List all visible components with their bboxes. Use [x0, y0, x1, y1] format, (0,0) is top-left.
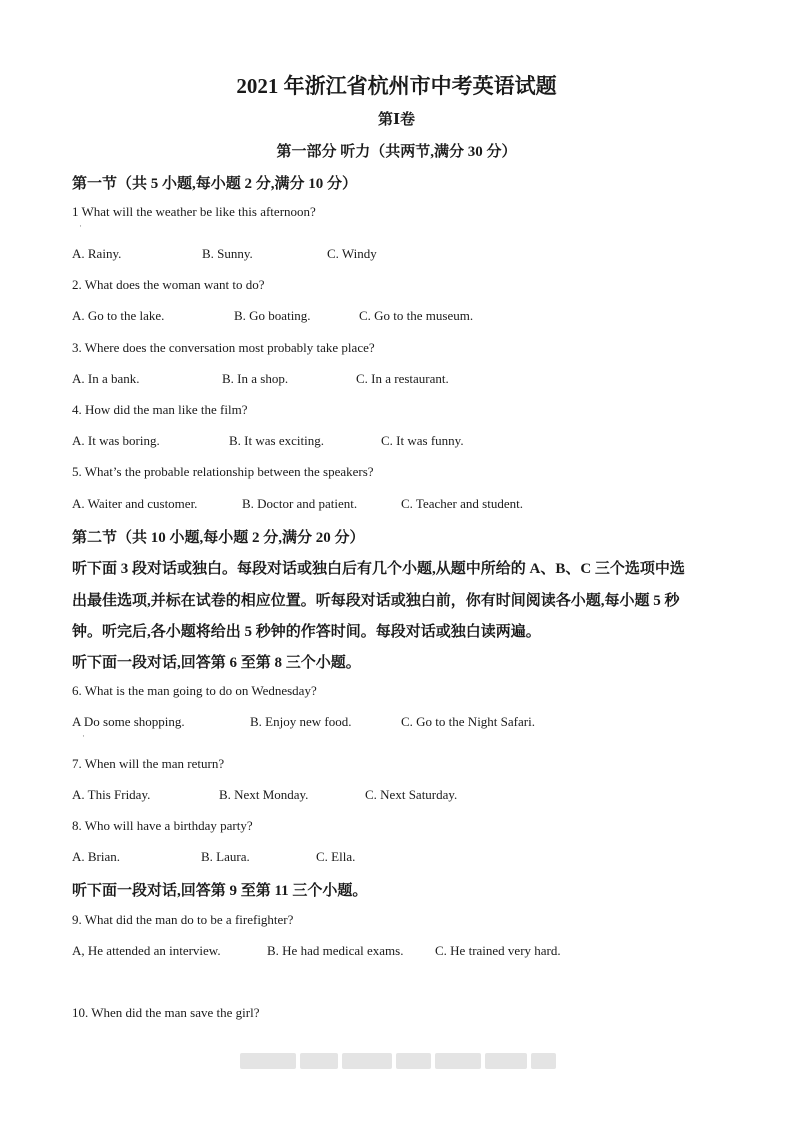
stray-dot: ·	[82, 731, 85, 741]
option-2a: A. Go to the lake.	[72, 308, 165, 323]
option-8b: B. Laura.	[201, 849, 250, 864]
option-5a: A. Waiter and customer.	[72, 496, 198, 511]
instruction-line-3: 钟。听完后,各小题将给出 5 秒钟的作答时间。每段对话或独白读两遍。	[72, 624, 541, 640]
instruction-line-1: 听下面 3 段对话或独白。每段对话或独白后有几个小题,从题中所给的 A、B、C 三个选项中选	[72, 561, 685, 577]
stray-dot: ·	[79, 221, 82, 231]
option-4a: A. It was boring.	[72, 433, 160, 448]
option-9c: C. He trained very hard.	[435, 943, 561, 958]
question-3: 3. Where does the conversation most probably take place?	[72, 340, 375, 355]
option-7a: A. This Friday.	[72, 787, 151, 802]
option-7c: C. Next Saturday.	[365, 787, 458, 802]
option-8a: A. Brian.	[72, 849, 121, 864]
dialogue2-instruction: 听下面一段对话,回答第 9 至第 11 三个小题。	[72, 883, 368, 899]
option-3b: B. In a shop.	[222, 371, 289, 386]
part-heading: 第一部分 听力（共两节,满分 30 分）	[276, 144, 517, 160]
question-5: 5. What’s the probable relationship between the speakers?	[72, 464, 374, 479]
option-8c: C. Ella.	[316, 849, 356, 864]
option-3c: C. In a restaurant.	[356, 371, 449, 386]
option-6b: B. Enjoy new food.	[250, 714, 352, 729]
question-1: 1 What will the weather be like this afternoon?	[72, 204, 316, 219]
option-9b: B. He had medical exams.	[267, 943, 404, 958]
dialogue1-instruction: 听下面一段对话,回答第 6 至第 8 三个小题。	[72, 655, 361, 671]
question-2: 2. What does the woman want to do?	[72, 277, 265, 292]
option-1c: C. Windy	[327, 246, 377, 261]
option-9a: A, He attended an interview.	[72, 943, 221, 958]
option-6c: C. Go to the Night Safari.	[401, 714, 535, 729]
section1-heading: 第一节（共 5 小题,每小题 2 分,满分 10 分）	[72, 176, 358, 192]
blurred-footer-watermark	[240, 1053, 556, 1069]
option-7b: B. Next Monday.	[219, 787, 309, 802]
option-6a: A Do some shopping.	[72, 714, 185, 729]
question-10: 10. When did the man save the girl?	[72, 1005, 260, 1020]
option-5c: C. Teacher and student.	[401, 496, 523, 511]
section2-heading: 第二节（共 10 小题,每小题 2 分,满分 20 分）	[72, 530, 365, 546]
volume-label: 第Ⅰ卷	[377, 112, 416, 128]
question-7: 7. When will the man return?	[72, 756, 225, 771]
option-1a: A. Rainy.	[72, 246, 122, 261]
option-2c: C. Go to the museum.	[359, 308, 474, 323]
instruction-line-2: 出最佳选项,并标在试卷的相应位置。听每段对话或独白前，你有时间阅读各小题,每小题 5 秒	[72, 593, 680, 609]
question-4: 4. How did the man like the film?	[72, 402, 248, 417]
exam-title: 2021 年浙江省杭州市中考英语试题	[236, 74, 557, 98]
option-5b: B. Doctor and patient.	[242, 496, 358, 511]
question-8: 8. Who will have a birthday party?	[72, 818, 253, 833]
question-6: 6. What is the man going to do on Wednesday?	[72, 683, 317, 698]
option-4b: B. It was exciting.	[229, 433, 324, 448]
option-4c: C. It was funny.	[381, 433, 464, 448]
question-9: 9. What did the man do to be a firefighter?	[72, 912, 294, 927]
option-3a: A. In a bank.	[72, 371, 140, 386]
option-2b: B. Go boating.	[234, 308, 311, 323]
option-1b: B. Sunny.	[202, 246, 253, 261]
